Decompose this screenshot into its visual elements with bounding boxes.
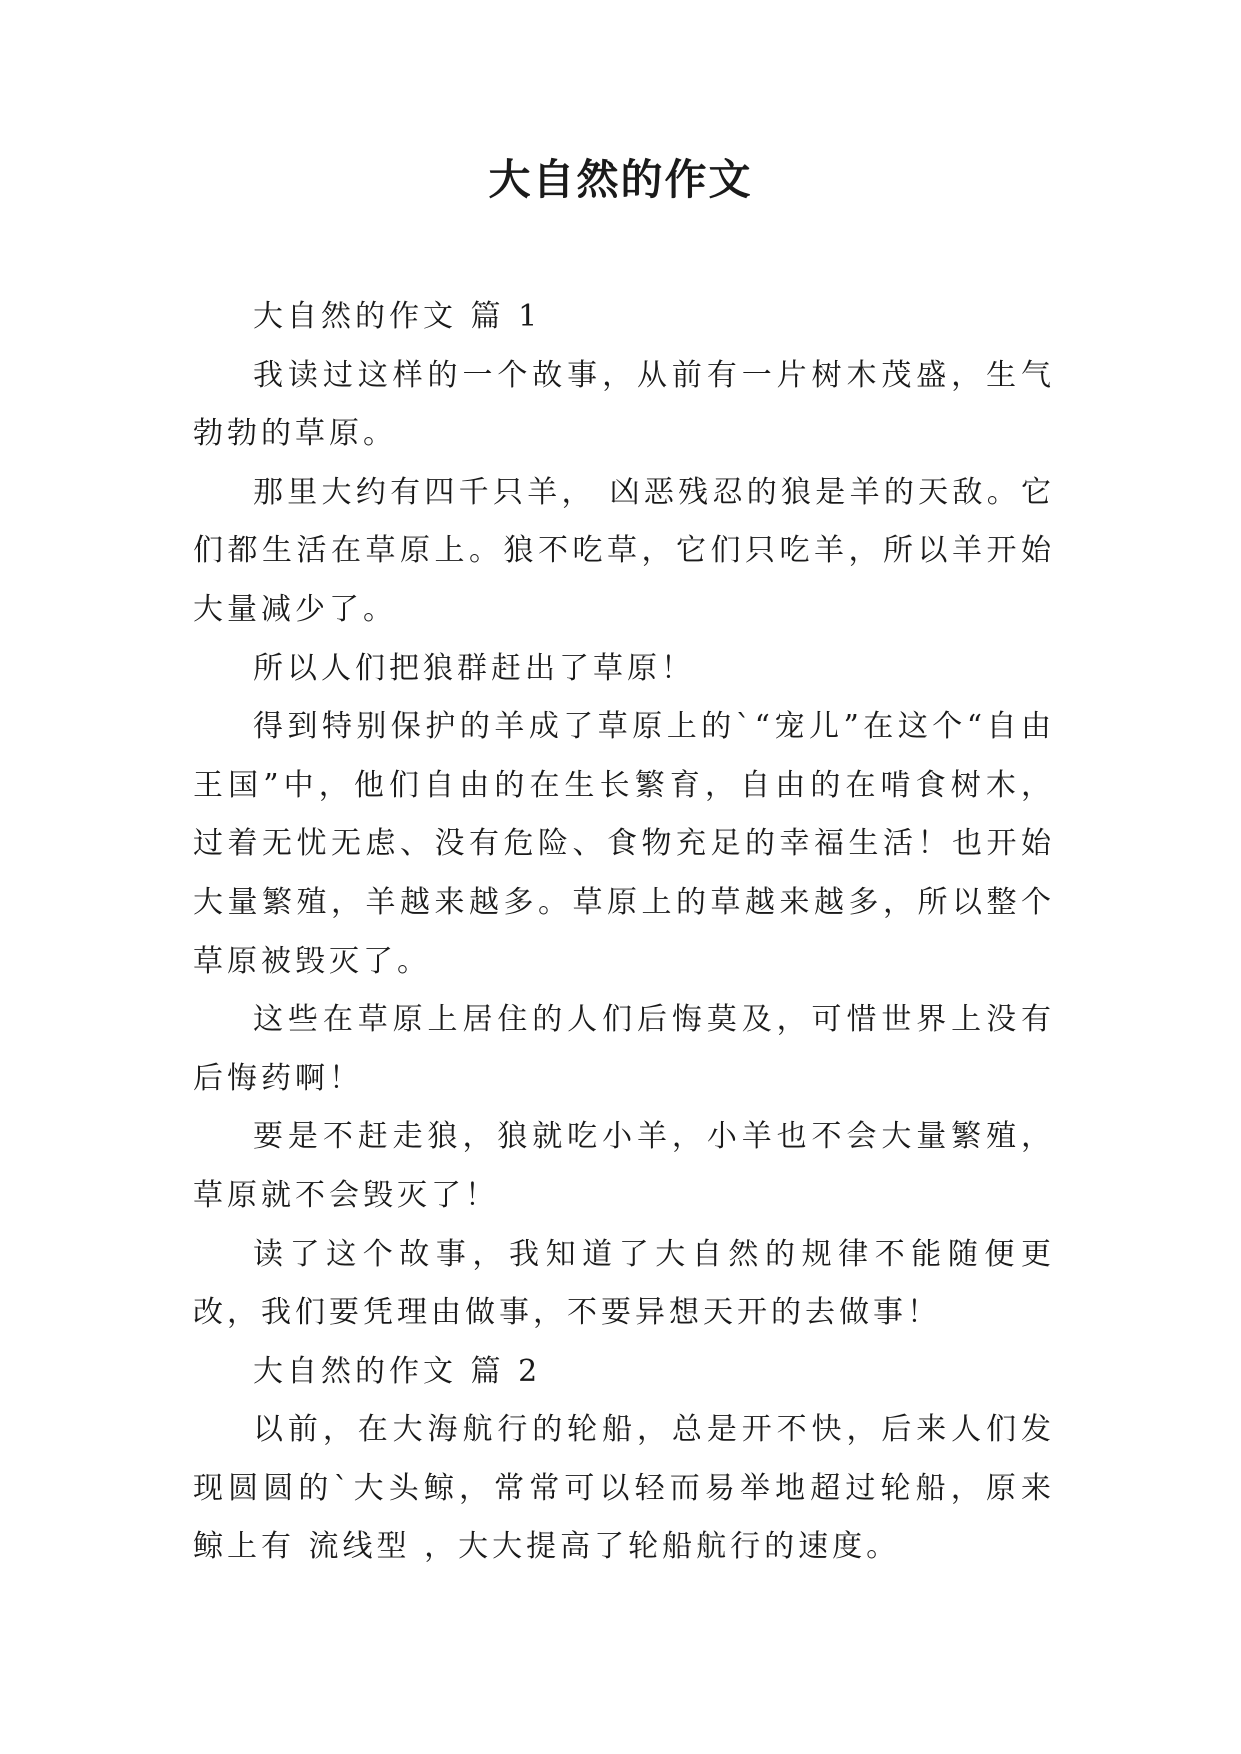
paragraph: 得到特别保护的羊成了草原上的`“宠儿”在这个“自由王国”中，他们自由的在生长繁育，自由的在啃食树木，过着无忧无虑、没有危险、食物充足的幸福生活！也开始大量繁殖，羊越来越多。草原上的草越来越多，所以整个草原被毁灭了。: [193, 709, 1055, 979]
paragraph: 以前，在大海航行的轮船，总是开不快，后来人们发现圆圆的`大头鲸，常常可以轻而易举地超过轮船，原来鲸上有 流线型 ，大大提高了轮船航行的速度。: [193, 1412, 1055, 1565]
section-heading-2: 大自然的作文 篇 2: [253, 1353, 542, 1389]
paragraph: 这些在草原上居住的人们后悔莫及，可惜世界上没有后悔药啊！: [193, 1002, 1055, 1096]
paragraph: 我读过这样的一个故事，从前有一片树木茂盛，生气勃勃的草原。: [193, 357, 1055, 452]
paragraph: 读了这个故事，我知道了大自然的规律不能随便更改，我们要凭理由做事，不要异想天开的去做事！: [193, 1236, 1055, 1331]
paragraph: 那里大约有四千只羊， 凶恶残忍的狼是羊的天敌。它们都生活在草原上。狼不吃草，它们只吃羊，所以羊开始大量减少了。: [193, 474, 1055, 627]
paragraph: 要是不赶走狼，狼就吃小羊，小羊也不会大量繁殖，草原就不会毁灭了！: [193, 1119, 1055, 1213]
section-heading-1: 大自然的作文 篇 1: [253, 299, 542, 334]
paragraph: 所以人们把狼群赶出了草原！: [253, 650, 695, 686]
document-title: 大自然的作文: [488, 155, 753, 204]
document-body: [193, 288, 1055, 1577]
